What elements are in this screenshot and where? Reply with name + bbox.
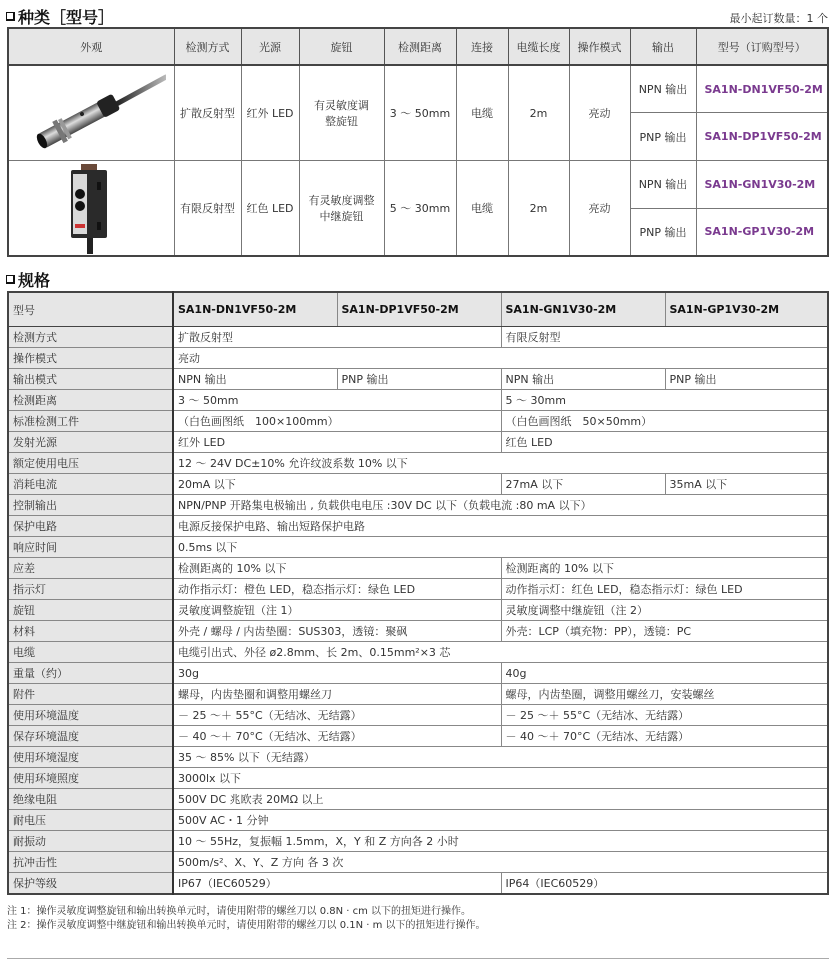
spec-label: 保护电路 [8, 516, 173, 537]
spec-value: 35 ～ 85% 以下（无结露） [173, 747, 828, 768]
spec-label: 绝缘电阻 [8, 789, 173, 810]
cylindrical-sensor-image [16, 69, 166, 157]
spec-label: 保存环境温度 [8, 726, 173, 747]
spec-label: 重量（约） [8, 663, 173, 684]
spec-row [8, 432, 828, 453]
spec-value: 500m/s²、X、Y、Z 方向 各 3 次 [173, 852, 828, 873]
cable-cell: 2m [508, 65, 569, 161]
spec-table [7, 291, 829, 895]
spec-row [8, 390, 828, 411]
spec-value: 27mA 以下 [501, 474, 665, 495]
spec-row [8, 852, 828, 873]
spec-label: 控制输出 [8, 495, 173, 516]
spec-value: 40g [501, 663, 828, 684]
spec-value: 亮动 [173, 348, 828, 369]
spec-row [8, 600, 828, 621]
spec-label: 电缆 [8, 642, 173, 663]
spec-label: 额定使用电压 [8, 453, 173, 474]
spec-value: PNP 输出 [337, 369, 501, 390]
checkbox-square-icon [6, 12, 15, 21]
spec-label: 发射光源 [8, 432, 173, 453]
spec-value: IP67（IEC60529） [173, 873, 501, 895]
spec-row [8, 789, 828, 810]
product-image-cell [8, 161, 174, 257]
spec-value: 电缆引出式、外径 ø2.8mm、长 2m、0.15mm²×3 芯 [173, 642, 828, 663]
spec-value: NPN 输出 [173, 369, 337, 390]
spec-row [8, 348, 828, 369]
spec-row [8, 516, 828, 537]
connection-cell: 电缆 [456, 161, 508, 257]
spec-value: 检测距离的 10% 以下 [173, 558, 501, 579]
method-cell: 有限反射型 [174, 161, 241, 257]
spec-model-header: SA1N-GN1V30-2M [501, 292, 665, 327]
spec-value: 3 ～ 50mm [173, 390, 501, 411]
light-cell: 红外 LED [241, 65, 299, 161]
footnote-1: 注 1：操作灵敏度调整旋钮和输出转换单元时，请使用附带的螺丝刀以 0.8N · cm 以下的扭矩进行操作。 [7, 906, 472, 917]
spec-model-header: SA1N-DP1VF50-2M [337, 292, 501, 327]
header-method: 检测方式 [174, 28, 241, 65]
spec-row [8, 873, 828, 895]
spec-value: 外壳：LCP（填充物：PP），透镜：PC [501, 621, 828, 642]
connection-cell: 电缆 [456, 65, 508, 161]
spec-value: 扩散反射型 [173, 327, 501, 348]
spec-header-row [8, 292, 828, 327]
header-light: 光源 [241, 28, 299, 65]
distance-cell: 3 ～ 50mm [384, 65, 456, 161]
spec-row [8, 411, 828, 432]
spec-section-title: 规格 [6, 268, 50, 291]
header-knob: 旋钮 [299, 28, 384, 65]
spec-value: 螺母，内齿垫圈和调整用螺丝刀 [173, 684, 501, 705]
spec-value: 外壳 / 螺母 / 内齿垫圈：SUS303，透镜：聚砜 [173, 621, 501, 642]
spec-row [8, 621, 828, 642]
footer-divider [7, 958, 829, 959]
spec-row [8, 579, 828, 600]
method-cell: 扩散反射型 [174, 65, 241, 161]
spec-value: （白色画图纸 100×100mm） [173, 411, 501, 432]
spec-row [8, 327, 828, 348]
spec-label: 抗冲击性 [8, 852, 173, 873]
distance-cell: 5 ～ 30mm [384, 161, 456, 257]
spec-model-header: SA1N-GP1V30-2M [665, 292, 828, 327]
model-code: SA1N-GP1V30-2M [696, 208, 828, 256]
spec-row [8, 705, 828, 726]
spec-value: PNP 输出 [665, 369, 828, 390]
spec-value: 螺母，内齿垫圈，调整用螺丝刀，安装螺丝 [501, 684, 828, 705]
footnote-2: 注 2：操作灵敏度调整中继旋钮和输出转换单元时，请使用附带的螺丝刀以 0.1N · m 以下的扭矩进行操作。 [7, 920, 486, 931]
spec-label: 操作模式 [8, 348, 173, 369]
spec-label: 标准检测工件 [8, 411, 173, 432]
output-cell: NPN 输出 [630, 65, 696, 113]
knob-cell: 有灵敏度调整旋钮 [299, 65, 384, 161]
header-connection: 连接 [456, 28, 508, 65]
spec-label: 材料 [8, 621, 173, 642]
spec-value: 红色 LED [501, 432, 828, 453]
spec-label: 耐电压 [8, 810, 173, 831]
spec-model-header: SA1N-DN1VF50-2M [173, 292, 337, 327]
spec-label: 旋钮 [8, 600, 173, 621]
spec-label: 消耗电流 [8, 474, 173, 495]
spec-value: 30g [173, 663, 501, 684]
spec-row [8, 369, 828, 390]
spec-value: 动作指示灯：橙色 LED，稳态指示灯：绿色 LED [173, 579, 501, 600]
spec-label: 附件 [8, 684, 173, 705]
minimum-order-quantity: 最小起订数量：1 个 [729, 12, 828, 25]
spec-label: 输出模式 [8, 369, 173, 390]
spec-row [8, 495, 828, 516]
header-appearance: 外观 [8, 28, 174, 65]
types-header-row [8, 28, 828, 65]
output-cell: NPN 输出 [630, 161, 696, 209]
checkbox-square-icon [6, 275, 15, 284]
types-row [8, 161, 828, 209]
spec-row [8, 453, 828, 474]
spec-value: NPN/PNP 开路集电极输出 , 负载供电电压 :30V DC 以下（负载电流 :80 mA 以下） [173, 495, 828, 516]
spec-value: 有限反射型 [501, 327, 828, 348]
spec-label: 响应时间 [8, 537, 173, 558]
spec-header-label: 型号 [8, 292, 173, 327]
spec-row [8, 684, 828, 705]
spec-value: 12 ～ 24V DC±10% 允许纹波系数 10% 以下 [173, 453, 828, 474]
spec-value: 灵敏度调整旋钮（注 1） [173, 600, 501, 621]
header-model: 型号（订购型号） [696, 28, 828, 65]
spec-row [8, 663, 828, 684]
spec-row [8, 726, 828, 747]
spec-value: 3000lx 以下 [173, 768, 828, 789]
light-cell: 红色 LED [241, 161, 299, 257]
product-image-cell [8, 65, 174, 161]
spec-label: 检测距离 [8, 390, 173, 411]
spec-value: IP64（IEC60529） [501, 873, 828, 895]
spec-label: 耐振动 [8, 831, 173, 852]
spec-value: － 40 ～＋ 70°C（无结冰、无结露） [173, 726, 501, 747]
spec-value: 10 ～ 55Hz，复振幅 1.5mm，X，Y 和 Z 方向各 2 小时 [173, 831, 828, 852]
spec-label: 使用环境温度 [8, 705, 173, 726]
model-code: SA1N-DP1VF50-2M [696, 113, 828, 161]
header-output: 输出 [630, 28, 696, 65]
knob-cell: 有灵敏度调整中继旋钮 [299, 161, 384, 257]
spec-label: 使用环境湿度 [8, 747, 173, 768]
spec-label: 使用环境照度 [8, 768, 173, 789]
spec-value: 500V AC・1 分钟 [173, 810, 828, 831]
spec-value: 35mA 以下 [665, 474, 828, 495]
spec-value: － 25 ～＋ 55°C（无结冰、无结露） [173, 705, 501, 726]
spec-row [8, 642, 828, 663]
rectangular-sensor-image [51, 162, 131, 254]
spec-value: （白色画图纸 50×50mm） [501, 411, 828, 432]
header-mode: 操作模式 [569, 28, 630, 65]
spec-row [8, 810, 828, 831]
spec-row [8, 831, 828, 852]
spec-value: 500V DC 兆欧表 20MΩ 以上 [173, 789, 828, 810]
spec-row [8, 474, 828, 495]
spec-value: 红外 LED [173, 432, 501, 453]
spec-value: 动作指示灯：红色 LED，稳态指示灯：绿色 LED [501, 579, 828, 600]
spec-label: 指示灯 [8, 579, 173, 600]
spec-value: － 25 ～＋ 55°C（无结冰、无结露） [501, 705, 828, 726]
footnotes [7, 905, 486, 933]
header-cable: 电缆长度 [508, 28, 569, 65]
model-code: SA1N-DN1VF50-2M [696, 65, 828, 113]
cable-cell: 2m [508, 161, 569, 257]
spec-row [8, 747, 828, 768]
output-cell: PNP 输出 [630, 113, 696, 161]
spec-value: 5 ～ 30mm [501, 390, 828, 411]
spec-value: 电源反接保护电路、输出短路保护电路 [173, 516, 828, 537]
model-code: SA1N-GN1V30-2M [696, 161, 828, 209]
header-distance: 检测距离 [384, 28, 456, 65]
types-section-title: 种类［型号］ [6, 5, 114, 28]
spec-value: 灵敏度调整中继旋钮（注 2） [501, 600, 828, 621]
types-row [8, 65, 828, 113]
spec-row [8, 768, 828, 789]
spec-value: 检测距离的 10% 以下 [501, 558, 828, 579]
mode-cell: 亮动 [569, 161, 630, 257]
spec-value: NPN 输出 [501, 369, 665, 390]
spec-label: 应差 [8, 558, 173, 579]
spec-row [8, 558, 828, 579]
types-table [7, 27, 829, 257]
spec-label: 保护等级 [8, 873, 173, 895]
spec-row [8, 537, 828, 558]
spec-value: 0.5ms 以下 [173, 537, 828, 558]
output-cell: PNP 输出 [630, 208, 696, 256]
spec-value: 20mA 以下 [173, 474, 501, 495]
spec-label: 检测方式 [8, 327, 173, 348]
spec-value: － 40 ～＋ 70°C（无结冰、无结露） [501, 726, 828, 747]
mode-cell: 亮动 [569, 65, 630, 161]
